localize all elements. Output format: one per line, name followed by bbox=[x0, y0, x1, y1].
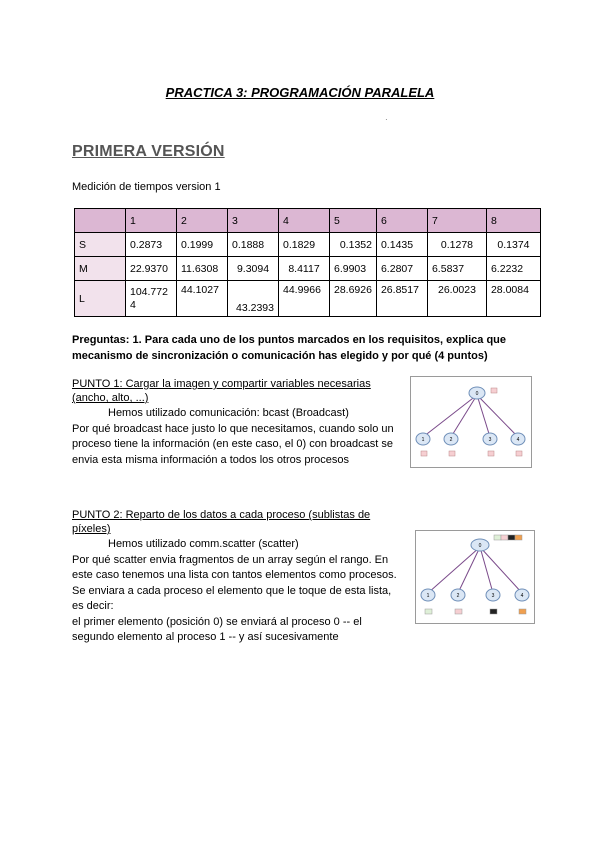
child-node-label: 3 bbox=[491, 593, 495, 599]
punto2-line: Se enviara a cada proceso el elemento que le toque de esta lista, bbox=[72, 584, 392, 597]
array-chip bbox=[508, 535, 515, 540]
table-header-cell bbox=[75, 209, 126, 233]
table-row bbox=[75, 233, 541, 257]
punto2-block bbox=[72, 508, 412, 646]
child-node-label: 2 bbox=[456, 593, 460, 599]
array-chip bbox=[501, 535, 508, 540]
table-header-cell: 3 bbox=[228, 209, 279, 233]
broadcast-diagram-svg bbox=[411, 377, 531, 467]
diagram-edge bbox=[428, 547, 480, 593]
table-header-cell: 8 bbox=[486, 209, 540, 233]
punto2-line: Por qué scatter envia fragmentos de un array según el rango. En bbox=[72, 553, 389, 566]
child-node-label: 1 bbox=[426, 593, 430, 599]
data-chip bbox=[516, 451, 522, 456]
stray-mark: · bbox=[385, 115, 388, 124]
diagram-edge bbox=[458, 547, 480, 593]
punto2-line: el primer elemento (posición 0) se enviará al proceso 0 -- el bbox=[72, 615, 362, 628]
punto1-line: envia esta misma información a todos los otros procesos bbox=[72, 453, 349, 466]
row-label: M bbox=[75, 257, 126, 281]
table-header-cell: 7 bbox=[427, 209, 486, 233]
diagram-edge bbox=[451, 395, 477, 437]
punto1-line: proceso tiene la información (en este caso, el 0) con broadcast se bbox=[72, 438, 394, 450]
table-cell: 6.2807 bbox=[376, 257, 427, 281]
data-chip bbox=[491, 388, 497, 393]
punto2-line: segundo elemento al proceso 1 -- y así sucesivamente bbox=[72, 631, 339, 643]
data-chip bbox=[421, 451, 427, 456]
diagram-edge bbox=[423, 395, 477, 437]
table-cell: 0.1888 bbox=[228, 233, 279, 257]
table-cell: 0.1999 bbox=[177, 233, 228, 257]
child-node-label: 1 bbox=[421, 437, 425, 443]
table-cell: 44.9966 bbox=[279, 281, 330, 317]
scatter-diagram-svg bbox=[416, 531, 534, 623]
data-chip bbox=[490, 609, 497, 614]
table-header-cell: 1 bbox=[126, 209, 177, 233]
scatter-diagram bbox=[415, 530, 535, 624]
cell-text-line: 104.772 bbox=[130, 285, 168, 298]
table-header-cell: 4 bbox=[279, 209, 330, 233]
punto2-line: este caso tenemos una lista con tantos elementos como procesos. bbox=[72, 569, 397, 581]
child-node-label: 2 bbox=[449, 437, 453, 443]
data-chip bbox=[425, 609, 432, 614]
array-chip bbox=[515, 535, 522, 540]
table-header-cell: 2 bbox=[177, 209, 228, 233]
root-node-label: 0 bbox=[478, 543, 482, 549]
table-cell: 0.1352 bbox=[330, 233, 377, 257]
table-cell: 26.8517 bbox=[376, 281, 427, 317]
data-chip bbox=[488, 451, 494, 456]
punto1-title: PUNTO 1: Cargar la imagen y compartir variables necesarias bbox=[72, 378, 371, 390]
table-cell: 11.6308 bbox=[177, 257, 228, 281]
question-line: mecanismo de sincronización o comunicación has elegido y por qué (4 puntos) bbox=[72, 350, 488, 362]
punto1-block bbox=[72, 377, 407, 468]
child-node-label: 4 bbox=[520, 593, 524, 599]
punto2-line: es decir: bbox=[72, 600, 114, 612]
punto1-title: (ancho, alto, ...) bbox=[72, 392, 149, 404]
punto1-used: Hemos utilizado comunicación: bcast (Broadcast) bbox=[108, 407, 349, 419]
question-heading bbox=[72, 332, 542, 364]
data-chip bbox=[449, 451, 455, 456]
table-header-cell: 6 bbox=[376, 209, 427, 233]
broadcast-diagram bbox=[410, 376, 532, 468]
table-cell: 0.1374 bbox=[486, 233, 540, 257]
punto1-line: Por qué broadcast hace justo lo que necesitamos, cuando solo un bbox=[72, 422, 394, 435]
table-cell: 0.1829 bbox=[279, 233, 330, 257]
punto2-title: PUNTO 2: Reparto de los datos a cada proceso (sublistas de bbox=[72, 509, 371, 521]
table-cell: 0.1435 bbox=[376, 233, 427, 257]
table-header-cell: 5 bbox=[330, 209, 377, 233]
table-cell: 28.0084 bbox=[486, 281, 540, 317]
table-cell: 9.3094 bbox=[228, 257, 279, 281]
table-cell: 0.2873 bbox=[126, 233, 177, 257]
table-row bbox=[75, 281, 541, 317]
table-cell bbox=[126, 281, 177, 317]
table-cell: 6.2232 bbox=[486, 257, 540, 281]
data-chip bbox=[455, 609, 462, 614]
punto2-title: píxeles) bbox=[72, 523, 111, 535]
row-label: S bbox=[75, 233, 126, 257]
table-cell: 44.1027 bbox=[177, 281, 228, 317]
root-node-label: 0 bbox=[475, 391, 479, 397]
child-node-label: 4 bbox=[516, 437, 520, 443]
cell-text-line: 4 bbox=[130, 298, 136, 311]
table-cell: 28.6926 bbox=[330, 281, 377, 317]
child-node-label: 3 bbox=[488, 437, 492, 443]
array-chip bbox=[494, 535, 501, 540]
table-cell: 26.0023 bbox=[427, 281, 486, 317]
table-cell: 43.2393 bbox=[228, 281, 279, 317]
question-line: Preguntas: 1. Para cada uno de los puntos marcados en los requisitos, explica que bbox=[72, 334, 507, 346]
row-label: L bbox=[75, 281, 126, 317]
table-cell: 8.4117 bbox=[279, 257, 330, 281]
table-header-row bbox=[75, 209, 541, 233]
table-row bbox=[75, 257, 541, 281]
timings-table bbox=[74, 208, 541, 317]
table-cell: 6.5837 bbox=[427, 257, 486, 281]
table-cell: 22.9370 bbox=[126, 257, 177, 281]
table-caption: Medición de tiempos version 1 bbox=[72, 181, 221, 193]
punto2-used: Hemos utilizado comm.scatter (scatter) bbox=[108, 538, 299, 550]
data-chip bbox=[519, 609, 526, 614]
table-cell: 6.9903 bbox=[330, 257, 377, 281]
document-title: PRACTICA 3: PROGRAMACIÓN PARALELA bbox=[165, 85, 435, 100]
table-cell: 0.1278 bbox=[427, 233, 486, 257]
section-heading: PRIMERA VERSIÓN bbox=[72, 143, 225, 160]
